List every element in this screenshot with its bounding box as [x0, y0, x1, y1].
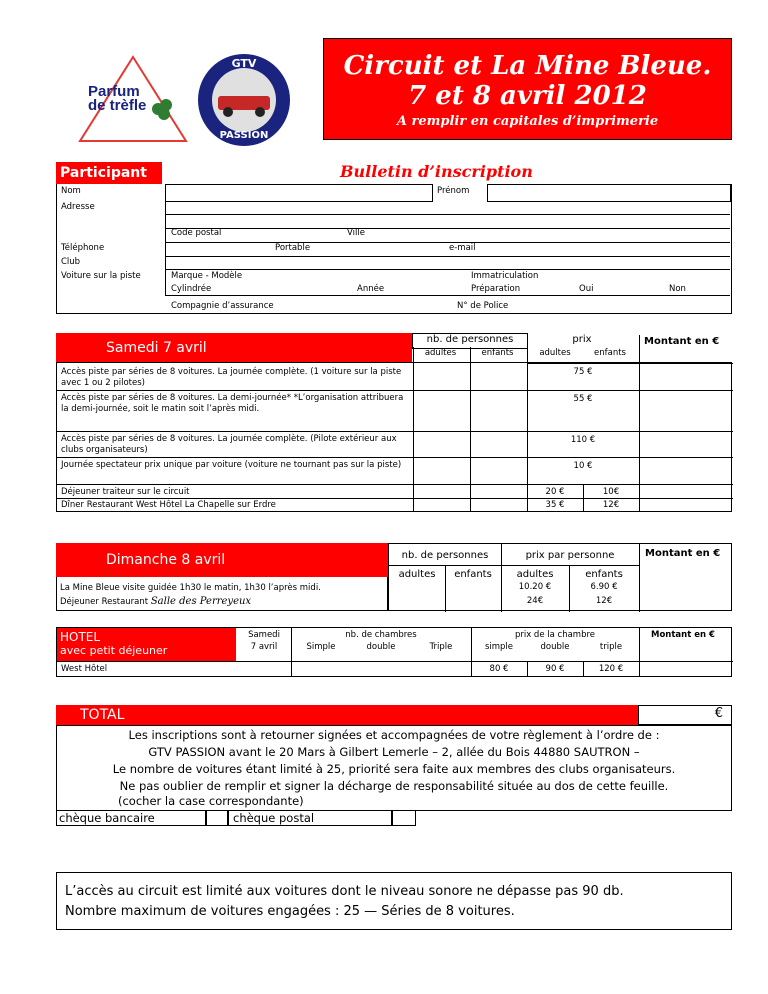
- annee-label: Année: [357, 284, 385, 294]
- title-banner: [323, 38, 732, 140]
- adresse-field-1[interactable]: [165, 200, 730, 215]
- payment-row: [56, 810, 416, 826]
- police-label: N° de Police: [457, 301, 509, 311]
- samedi-row-4: Journée spectateur prix unique par voiture (voiture ne tournant pas sur la piste): [61, 460, 402, 470]
- hotel-triple: Triple: [429, 642, 453, 652]
- dimanche-prix: prix par personne: [525, 550, 615, 561]
- cheque-postal-label: chèque postal: [228, 810, 392, 826]
- samedi-price-4: 10 €: [573, 461, 593, 471]
- dimanche-nb-personnes: nb. de personnes: [401, 550, 489, 561]
- marque-label: Marque - Modèle: [171, 271, 243, 281]
- total-text: [56, 727, 732, 795]
- total-line-1: Les inscriptions sont à retourner signées et accompagnées de votre règlement à l’ordre de :: [128, 728, 660, 742]
- samedi-row-5: Déjeuner traiteur sur le circuit: [61, 487, 190, 497]
- immatriculation-label: Immatriculation: [471, 271, 539, 281]
- hotel-name: West Hôtel: [61, 664, 108, 674]
- samedi-enfants: enfants: [481, 348, 514, 358]
- participant-form: [56, 184, 732, 314]
- samedi-prix-adultes: adultes: [539, 348, 571, 358]
- email-label: e-mail: [449, 243, 476, 253]
- total-line-5: (cocher la case correspondante): [118, 794, 304, 808]
- samedi-price-2: 55 €: [573, 394, 593, 404]
- total-line-2: GTV PASSION avant le 20 Mars à Gilbert Lemerle – 2, allée du Bois 44880 SAUTRON –: [148, 745, 640, 759]
- samedi-price-5e: 10€: [602, 487, 620, 497]
- dimanche-price2-e: 12€: [595, 596, 613, 606]
- samedi-prix-enfants: enfants: [594, 348, 626, 358]
- samedi-price-5a: 20 €: [545, 487, 565, 497]
- dimanche-price1-a: 10.20 €: [518, 582, 552, 592]
- logo-text-parfum: Parfum: [88, 83, 140, 100]
- samedi-adultes: adultes: [424, 348, 457, 358]
- hotel-nb-chambres: nb. de chambres: [345, 630, 417, 640]
- total-euro: €: [638, 705, 732, 725]
- club-label: Club: [61, 257, 81, 267]
- title-line2: 7 et 8 avril 2012: [408, 81, 647, 111]
- cheque-postal-checkbox[interactable]: [392, 810, 416, 826]
- dimanche-adultes: adultes: [398, 569, 436, 580]
- cheque-bancaire-checkbox[interactable]: [206, 810, 228, 826]
- total-line-3: Le nombre de voitures étant limité à 25, priorité sera faite aux membres des clubs organisateurs.: [112, 762, 676, 776]
- hotel-price-simple: 80 €: [489, 664, 509, 674]
- dimanche-price2-a: 24€: [526, 596, 544, 606]
- logo-text-gtv: GTV: [231, 57, 257, 70]
- hotel-triple-l: triple: [599, 642, 623, 652]
- form-title: Bulletin d’inscription: [340, 162, 533, 181]
- hotel-label-2: avec petit déjeuner: [60, 644, 168, 657]
- samedi-montant: Montant en €: [644, 336, 720, 347]
- hotel-double-l: double: [540, 642, 570, 652]
- hotel-simple-l: simple: [484, 642, 514, 652]
- voiture-row[interactable]: [165, 269, 730, 296]
- dimanche-prix-adultes: adultes: [516, 569, 554, 580]
- samedi-price-3: 110 €: [570, 435, 596, 445]
- dimanche-enfants: enfants: [454, 569, 492, 580]
- participant-label: Participant: [56, 162, 162, 184]
- footer-line-2: Nombre maximum de voitures engagées : 25 — Séries de 8 voitures.: [65, 904, 515, 919]
- hotel-price-triple: 120 €: [598, 664, 624, 674]
- hotel-prix-chambre: prix de la chambre: [514, 630, 596, 640]
- cylindree-label: Cylindrée: [171, 284, 212, 294]
- samedi-price-1: 75 €: [573, 367, 593, 377]
- dimanche-row2-text: Déjeuner Restaurant: [60, 597, 149, 607]
- hotel-label-1: HOTEL: [60, 630, 101, 644]
- dimanche-prix-enfants: enfants: [585, 569, 623, 580]
- club-field[interactable]: [165, 256, 730, 270]
- cheque-bancaire-label: chèque bancaire: [56, 810, 206, 826]
- samedi-price-6e: 12€: [602, 500, 620, 510]
- hotel-simple: Simple: [306, 642, 336, 652]
- portable-label: Portable: [275, 243, 311, 253]
- hotel-double: double: [366, 642, 396, 652]
- adresse-label: Adresse: [61, 202, 95, 212]
- dimanche-label: Dimanche 8 avril: [56, 543, 388, 577]
- gtv-passion-logo: [196, 52, 292, 148]
- logo-text-detrefle: de trèfle: [88, 97, 147, 114]
- samedi-row-2: Accès piste par séries de 8 voitures. La demi-journée* *L’organisation attribuera la demi-journée, soit le matin soit l’après midi.: [61, 393, 404, 414]
- hotel-montant: Montant en €: [651, 630, 715, 640]
- samedi-table: [56, 362, 732, 512]
- hotel-table: [56, 627, 732, 677]
- title-line1: Circuit et La Mine Bleue.: [343, 51, 712, 81]
- dimanche-montant: Montant en €: [645, 548, 721, 559]
- code-postal-row[interactable]: [165, 228, 730, 243]
- telephone-row[interactable]: [165, 242, 730, 257]
- dimanche-table: [388, 543, 732, 611]
- footer-note: [56, 872, 732, 930]
- samedi-label: Samedi 7 avril: [56, 333, 412, 363]
- logo-text-passion: PASSION: [219, 130, 269, 141]
- voiture-label: Voiture sur la piste: [61, 271, 141, 281]
- subtitle: A remplir en capitales d’imprimerie: [396, 114, 659, 129]
- samedi-price-6a: 35 €: [545, 500, 565, 510]
- preparation-label: Préparation: [471, 284, 521, 294]
- non-label: Non: [669, 284, 686, 294]
- nom-label: Nom: [61, 186, 81, 196]
- hotel-date-1: Samedi: [248, 630, 280, 640]
- code-postal-label: Code postal: [171, 228, 222, 238]
- dimanche-row1: La Mine Bleue visite guidée 1h30 le matin, 1h30 l’après midi.: [60, 583, 321, 593]
- dimanche-restaurant-name: Salle des Perreyeux: [150, 596, 252, 607]
- total-label: TOTAL: [56, 705, 638, 725]
- samedi-nb-personnes: nb. de personnes: [412, 333, 528, 349]
- total-line-4: Ne pas oublier de remplir et signer la décharge de responsabilité située au dos de cette feuille.: [119, 779, 669, 793]
- samedi-row-1: Accès piste par séries de 8 voitures. La journée complète. (1 voiture sur la piste avec 1 ou 2 pilotes): [61, 367, 402, 388]
- prenom-label: Prénom: [437, 186, 470, 196]
- hotel-date-2: 7 avril: [250, 642, 278, 652]
- adresse-field-2[interactable]: [165, 214, 730, 229]
- samedi-prix: prix: [572, 334, 592, 345]
- dimanche-price1-e: 6.90 €: [590, 582, 618, 592]
- ville-label: Ville: [347, 228, 365, 238]
- assurance-label: Compagnie d’assurance: [171, 301, 274, 311]
- telephone-label: Téléphone: [61, 243, 105, 253]
- samedi-row-3: Accès piste par séries de 8 voitures. La journée complète. (Pilote extérieur aux clubs organisateurs): [61, 434, 397, 455]
- oui-label: Oui: [579, 284, 594, 294]
- parfum-de-trefle-logo: [78, 55, 188, 143]
- samedi-row-6: Dîner Restaurant West Hôtel La Chapelle sur Erdre: [61, 500, 276, 510]
- hotel-price-double: 90 €: [545, 664, 565, 674]
- footer-line-1: L’accès au circuit est limité aux voitures dont le niveau sonore ne dépasse pas 90 db.: [65, 884, 624, 899]
